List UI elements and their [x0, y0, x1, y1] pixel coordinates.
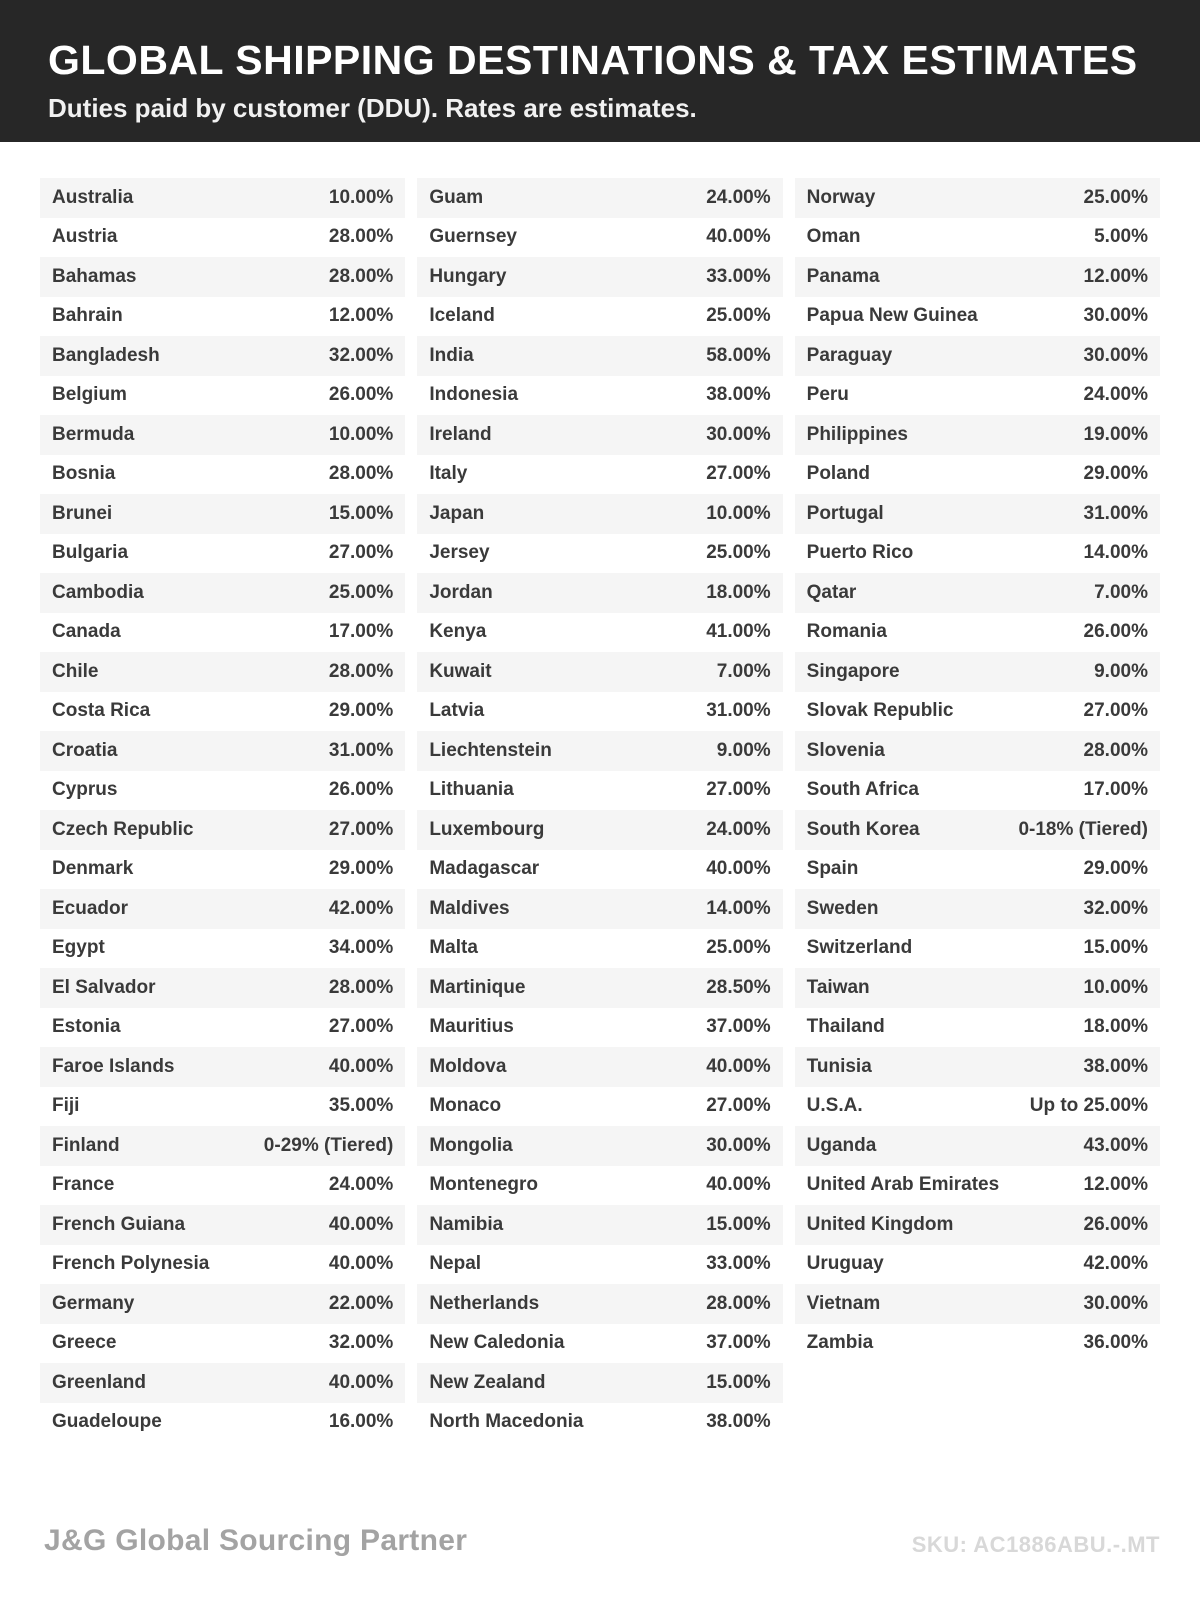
table-row	[417, 968, 782, 1008]
country-name: Denmark	[52, 858, 134, 880]
country-name: Australia	[52, 186, 134, 208]
table-row	[40, 257, 405, 297]
table-row	[417, 455, 782, 495]
table-row	[795, 257, 1160, 297]
tax-rate: 30.00%	[1083, 305, 1148, 327]
tax-rate: 19.00%	[1083, 423, 1148, 445]
table-row	[417, 1363, 782, 1403]
country-name: Belgium	[52, 384, 127, 406]
table-row	[417, 889, 782, 929]
country-name: Portugal	[806, 502, 884, 524]
table-row	[417, 1087, 782, 1127]
tax-rate: 27.00%	[328, 818, 394, 840]
tax-rate: 27.00%	[328, 542, 394, 564]
country-name: Romania	[806, 621, 887, 643]
table-row	[40, 613, 405, 653]
table-row	[40, 652, 405, 692]
country-name: Chile	[52, 660, 99, 682]
country-name: Egypt	[52, 937, 105, 959]
tax-rate: 24.00%	[1083, 384, 1148, 406]
table-row	[795, 968, 1160, 1008]
table-row	[40, 1047, 405, 1087]
country-name: Luxembourg	[429, 818, 545, 840]
country-name: French Guiana	[52, 1213, 186, 1235]
tax-rate: 16.00%	[328, 1411, 394, 1433]
table-row	[417, 415, 782, 455]
country-name: Bulgaria	[52, 542, 129, 564]
tax-rate: 32.00%	[328, 344, 394, 366]
table-row	[417, 1126, 782, 1166]
table-row	[40, 1284, 405, 1324]
table-row	[417, 810, 782, 850]
tax-rate: 31.00%	[1083, 502, 1148, 524]
sku-text: SKU: AC1886ABU.-.MT	[911, 1532, 1160, 1557]
tax-rate: 32.00%	[328, 1332, 394, 1354]
tax-rate: 29.00%	[328, 858, 394, 880]
page-header	[0, 0, 1200, 142]
country-name: Liechtenstein	[429, 739, 552, 761]
tax-rate: 27.00%	[706, 779, 771, 801]
country-name: Slovak Republic	[806, 700, 954, 722]
tax-rate: 25.00%	[706, 937, 771, 959]
country-name: Guam	[429, 186, 484, 208]
table-row	[417, 1324, 782, 1364]
table-row	[417, 534, 782, 574]
country-name: Mongolia	[429, 1134, 513, 1156]
country-name: Switzerland	[806, 937, 913, 959]
tax-rate: 7.00%	[1094, 581, 1148, 603]
country-name: New Caledonia	[429, 1332, 565, 1354]
tax-rate: 17.00%	[328, 621, 394, 643]
country-name: Norway	[806, 186, 876, 208]
table-row	[795, 376, 1160, 416]
table-row	[795, 1205, 1160, 1245]
tax-rate: 28.00%	[328, 660, 394, 682]
country-name: French Polynesia	[52, 1253, 210, 1275]
tax-rate: 14.00%	[1083, 542, 1148, 564]
country-name: United Kingdom	[806, 1213, 954, 1235]
table-row	[795, 178, 1160, 218]
country-name: South Africa	[806, 779, 919, 801]
table-row	[40, 1324, 405, 1364]
tax-rate: 0-18% (Tiered)	[1018, 818, 1148, 840]
tax-rate: 26.00%	[328, 384, 394, 406]
country-name: Finland	[52, 1134, 120, 1156]
tax-rate: 43.00%	[1083, 1134, 1148, 1156]
table-row	[795, 1166, 1160, 1206]
tax-rate: 41.00%	[706, 621, 771, 643]
table-row	[417, 1047, 782, 1087]
country-name: New Zealand	[429, 1371, 546, 1393]
table-row	[40, 376, 405, 416]
tax-rate: 27.00%	[328, 1016, 394, 1038]
tax-rate: 40.00%	[706, 226, 771, 248]
rates-table	[0, 142, 1200, 1442]
table-row	[795, 850, 1160, 890]
tax-rate: 0-29% (Tiered)	[263, 1134, 394, 1156]
tax-rate: 27.00%	[1083, 700, 1148, 722]
brand-text: J&G Global Sourcing Partner	[44, 1524, 468, 1557]
country-name: Kenya	[429, 621, 487, 643]
tax-rate: 5.00%	[1094, 226, 1148, 248]
table-row	[795, 494, 1160, 534]
tax-rate: 17.00%	[1083, 779, 1148, 801]
tax-rate: 28.00%	[706, 1292, 771, 1314]
country-name: Italy	[429, 463, 468, 485]
tax-rate: 27.00%	[706, 1095, 771, 1117]
tax-rate: 10.00%	[328, 186, 394, 208]
tax-rate: 33.00%	[706, 265, 771, 287]
tax-rate: 15.00%	[328, 502, 394, 524]
tax-rate: 10.00%	[706, 502, 771, 524]
country-name: Uruguay	[806, 1253, 884, 1275]
table-row	[795, 573, 1160, 613]
country-name: India	[429, 344, 474, 366]
table-row	[40, 731, 405, 771]
country-name: Cyprus	[52, 779, 118, 801]
table-row	[40, 1087, 405, 1127]
country-name: El Salvador	[52, 976, 156, 998]
country-name: Lithuania	[429, 779, 514, 801]
table-row	[795, 336, 1160, 376]
page-subtitle: Duties paid by customer (DDU). Rates are estimates.	[48, 93, 697, 124]
table-row	[417, 613, 782, 653]
country-name: Brunei	[52, 502, 113, 524]
table-row	[40, 968, 405, 1008]
table-row	[417, 1205, 782, 1245]
country-name: Poland	[806, 463, 870, 485]
tax-rate: Up to 25.00%	[1029, 1095, 1148, 1117]
table-row	[417, 692, 782, 732]
country-name: Sweden	[806, 897, 879, 919]
tax-rate: 42.00%	[328, 897, 394, 919]
country-name: Fiji	[52, 1095, 80, 1117]
tax-rate: 28.00%	[328, 976, 394, 998]
country-name: Thailand	[806, 1016, 885, 1038]
country-name: Hungary	[429, 265, 507, 287]
table-row	[40, 1245, 405, 1285]
tax-rate: 28.00%	[1083, 739, 1148, 761]
rates-column-2	[417, 178, 782, 1442]
table-row	[795, 1087, 1160, 1127]
tax-rate: 18.00%	[1083, 1016, 1148, 1038]
country-name: Guadeloupe	[52, 1411, 162, 1433]
tax-rate: 28.00%	[328, 463, 394, 485]
country-name: Zambia	[806, 1332, 874, 1354]
table-row	[40, 455, 405, 495]
tax-rate: 31.00%	[328, 739, 394, 761]
tax-rate: 58.00%	[706, 344, 771, 366]
tax-rate: 28.50%	[706, 976, 771, 998]
table-row	[417, 1284, 782, 1324]
country-name: Paraguay	[806, 344, 893, 366]
country-name: Panama	[806, 265, 880, 287]
tax-rate: 7.00%	[716, 660, 771, 682]
tax-rate: 24.00%	[706, 818, 771, 840]
tax-rate: 30.00%	[706, 1134, 771, 1156]
table-row	[795, 218, 1160, 258]
country-name: Vietnam	[806, 1292, 881, 1314]
table-row	[795, 810, 1160, 850]
tax-rate: 29.00%	[1083, 463, 1148, 485]
country-name: Austria	[52, 226, 118, 248]
country-name: Montenegro	[429, 1174, 539, 1196]
country-name: Kuwait	[429, 660, 492, 682]
country-name: France	[52, 1174, 115, 1196]
table-row	[40, 1166, 405, 1206]
country-name: Guernsey	[429, 226, 517, 248]
tax-rate: 25.00%	[706, 305, 771, 327]
country-name: Cambodia	[52, 581, 144, 603]
page-title: GLOBAL SHIPPING DESTINATIONS & TAX ESTIMATES	[48, 37, 1138, 83]
table-row	[40, 494, 405, 534]
tax-rate: 37.00%	[706, 1016, 771, 1038]
tax-rate: 27.00%	[706, 463, 771, 485]
table-row	[417, 652, 782, 692]
table-row	[795, 455, 1160, 495]
tax-rate: 14.00%	[706, 897, 771, 919]
tax-rate: 38.00%	[1083, 1055, 1148, 1077]
tax-rate: 26.00%	[328, 779, 394, 801]
country-name: Malta	[429, 937, 478, 959]
country-name: Germany	[52, 1292, 135, 1314]
tax-rate: 22.00%	[328, 1292, 394, 1314]
country-name: United Arab Emirates	[806, 1174, 1000, 1196]
table-row	[795, 889, 1160, 929]
country-name: Mauritius	[429, 1016, 514, 1038]
country-name: Papua New Guinea	[806, 305, 978, 327]
table-row	[795, 731, 1160, 771]
table-row	[40, 573, 405, 613]
country-name: Indonesia	[429, 384, 519, 406]
tax-rate: 38.00%	[706, 1411, 771, 1433]
table-row	[417, 771, 782, 811]
country-name: Bahamas	[52, 265, 137, 287]
country-name: North Macedonia	[429, 1411, 584, 1433]
table-row	[795, 652, 1160, 692]
country-name: Netherlands	[429, 1292, 540, 1314]
country-name: Maldives	[429, 897, 510, 919]
tax-rate: 28.00%	[328, 265, 394, 287]
country-name: Taiwan	[806, 976, 870, 998]
country-name: Bahrain	[52, 305, 123, 327]
rates-column-1	[40, 178, 405, 1442]
tax-rate: 12.00%	[1083, 1174, 1148, 1196]
country-name: Slovenia	[806, 739, 885, 761]
country-name: Nepal	[429, 1253, 482, 1275]
table-row	[795, 297, 1160, 337]
tax-rate: 40.00%	[706, 858, 771, 880]
tax-rate: 24.00%	[706, 186, 771, 208]
country-name: Ecuador	[52, 897, 129, 919]
table-row	[417, 1008, 782, 1048]
country-name: Moldova	[429, 1055, 507, 1077]
table-row	[417, 178, 782, 218]
tax-rate: 10.00%	[328, 423, 394, 445]
country-name: U.S.A.	[806, 1095, 863, 1117]
table-row	[417, 929, 782, 969]
country-name: Latvia	[429, 700, 485, 722]
country-name: Spain	[806, 858, 859, 880]
country-name: Jersey	[429, 542, 490, 564]
country-name: Iceland	[429, 305, 495, 327]
tax-rate: 26.00%	[1083, 1213, 1148, 1235]
tax-rate: 26.00%	[1083, 621, 1148, 643]
table-row	[417, 336, 782, 376]
country-name: Ireland	[429, 423, 492, 445]
tax-rate: 34.00%	[328, 937, 394, 959]
tax-rate: 33.00%	[706, 1253, 771, 1275]
table-row	[795, 1047, 1160, 1087]
tax-rate: 24.00%	[328, 1174, 394, 1196]
country-name: Namibia	[429, 1213, 504, 1235]
table-row	[417, 1245, 782, 1285]
tax-rate: 10.00%	[1083, 976, 1148, 998]
table-row	[795, 929, 1160, 969]
tax-rate: 30.00%	[1083, 1292, 1148, 1314]
tax-rate: 32.00%	[1083, 897, 1148, 919]
country-name: Croatia	[52, 739, 118, 761]
country-name: Singapore	[806, 660, 900, 682]
country-name: Bosnia	[52, 463, 116, 485]
country-name: Philippines	[806, 423, 909, 445]
country-name: South Korea	[806, 818, 920, 840]
table-row	[40, 692, 405, 732]
table-row	[40, 1126, 405, 1166]
tax-rate: 37.00%	[706, 1332, 771, 1354]
page-footer	[0, 1524, 1200, 1558]
country-name: Martinique	[429, 976, 526, 998]
table-row	[40, 1363, 405, 1403]
tax-rate: 30.00%	[706, 423, 771, 445]
tax-rate: 9.00%	[1094, 660, 1148, 682]
country-name: Czech Republic	[52, 818, 194, 840]
country-name: Tunisia	[806, 1055, 872, 1077]
tax-rate: 9.00%	[716, 739, 771, 761]
country-name: Canada	[52, 621, 121, 643]
tax-rate: 40.00%	[706, 1055, 771, 1077]
table-row	[795, 613, 1160, 653]
country-name: Peru	[806, 384, 849, 406]
table-row	[417, 731, 782, 771]
country-name: Bangladesh	[52, 344, 160, 366]
tax-rate: 36.00%	[1083, 1332, 1148, 1354]
table-row	[40, 850, 405, 890]
tax-rate: 25.00%	[1083, 186, 1148, 208]
country-name: Jordan	[429, 581, 493, 603]
table-row	[40, 889, 405, 929]
table-row	[40, 218, 405, 258]
table-row	[40, 771, 405, 811]
table-row	[417, 573, 782, 613]
tax-rate: 42.00%	[1083, 1253, 1148, 1275]
tax-rate: 31.00%	[706, 700, 771, 722]
country-name: Costa Rica	[52, 700, 151, 722]
tax-rate: 15.00%	[706, 1371, 771, 1393]
tax-rate: 29.00%	[1083, 858, 1148, 880]
tax-rate: 40.00%	[328, 1213, 394, 1235]
table-row	[40, 297, 405, 337]
table-row	[795, 415, 1160, 455]
table-row	[795, 1008, 1160, 1048]
country-name: Monaco	[429, 1095, 502, 1117]
table-row	[40, 1008, 405, 1048]
tax-rate: 15.00%	[706, 1213, 771, 1235]
table-row	[40, 1403, 405, 1443]
table-row	[40, 415, 405, 455]
table-row	[417, 257, 782, 297]
country-name: Madagascar	[429, 858, 540, 880]
tax-rate: 15.00%	[1083, 937, 1148, 959]
tax-rate: 25.00%	[328, 581, 394, 603]
table-row	[417, 1403, 782, 1443]
country-name: Greenland	[52, 1371, 146, 1393]
tax-rate: 30.00%	[1083, 344, 1148, 366]
country-name: Qatar	[806, 581, 857, 603]
table-row	[417, 850, 782, 890]
table-row	[795, 1324, 1160, 1364]
country-name: Faroe Islands	[52, 1055, 175, 1077]
table-row	[417, 218, 782, 258]
tax-rate: 12.00%	[1083, 265, 1148, 287]
tax-rate: 12.00%	[328, 305, 394, 327]
tax-rate: 25.00%	[706, 542, 771, 564]
tax-rate: 29.00%	[328, 700, 394, 722]
table-row	[795, 692, 1160, 732]
table-row	[417, 297, 782, 337]
table-row	[40, 810, 405, 850]
country-name: Greece	[52, 1332, 117, 1354]
table-row	[40, 929, 405, 969]
table-row	[795, 771, 1160, 811]
table-row	[40, 534, 405, 574]
tax-rate: 40.00%	[706, 1174, 771, 1196]
table-row	[795, 1245, 1160, 1285]
tax-rate: 40.00%	[328, 1253, 394, 1275]
country-name: Estonia	[52, 1016, 121, 1038]
tax-rate: 28.00%	[328, 226, 394, 248]
country-name: Puerto Rico	[806, 542, 914, 564]
table-row	[40, 178, 405, 218]
tax-rate: 18.00%	[706, 581, 771, 603]
table-row	[417, 494, 782, 534]
tax-rate: 40.00%	[328, 1055, 394, 1077]
table-row	[417, 376, 782, 416]
table-row	[40, 1205, 405, 1245]
table-row	[40, 336, 405, 376]
tax-rate: 40.00%	[328, 1371, 394, 1393]
country-name: Bermuda	[52, 423, 135, 445]
rates-column-3	[795, 178, 1160, 1442]
table-row	[795, 1284, 1160, 1324]
country-name: Oman	[806, 226, 861, 248]
tax-rate: 35.00%	[328, 1095, 394, 1117]
table-row	[795, 534, 1160, 574]
tax-rate: 38.00%	[706, 384, 771, 406]
country-name: Uganda	[806, 1134, 877, 1156]
table-row	[417, 1166, 782, 1206]
table-row	[795, 1126, 1160, 1166]
country-name: Japan	[429, 502, 485, 524]
